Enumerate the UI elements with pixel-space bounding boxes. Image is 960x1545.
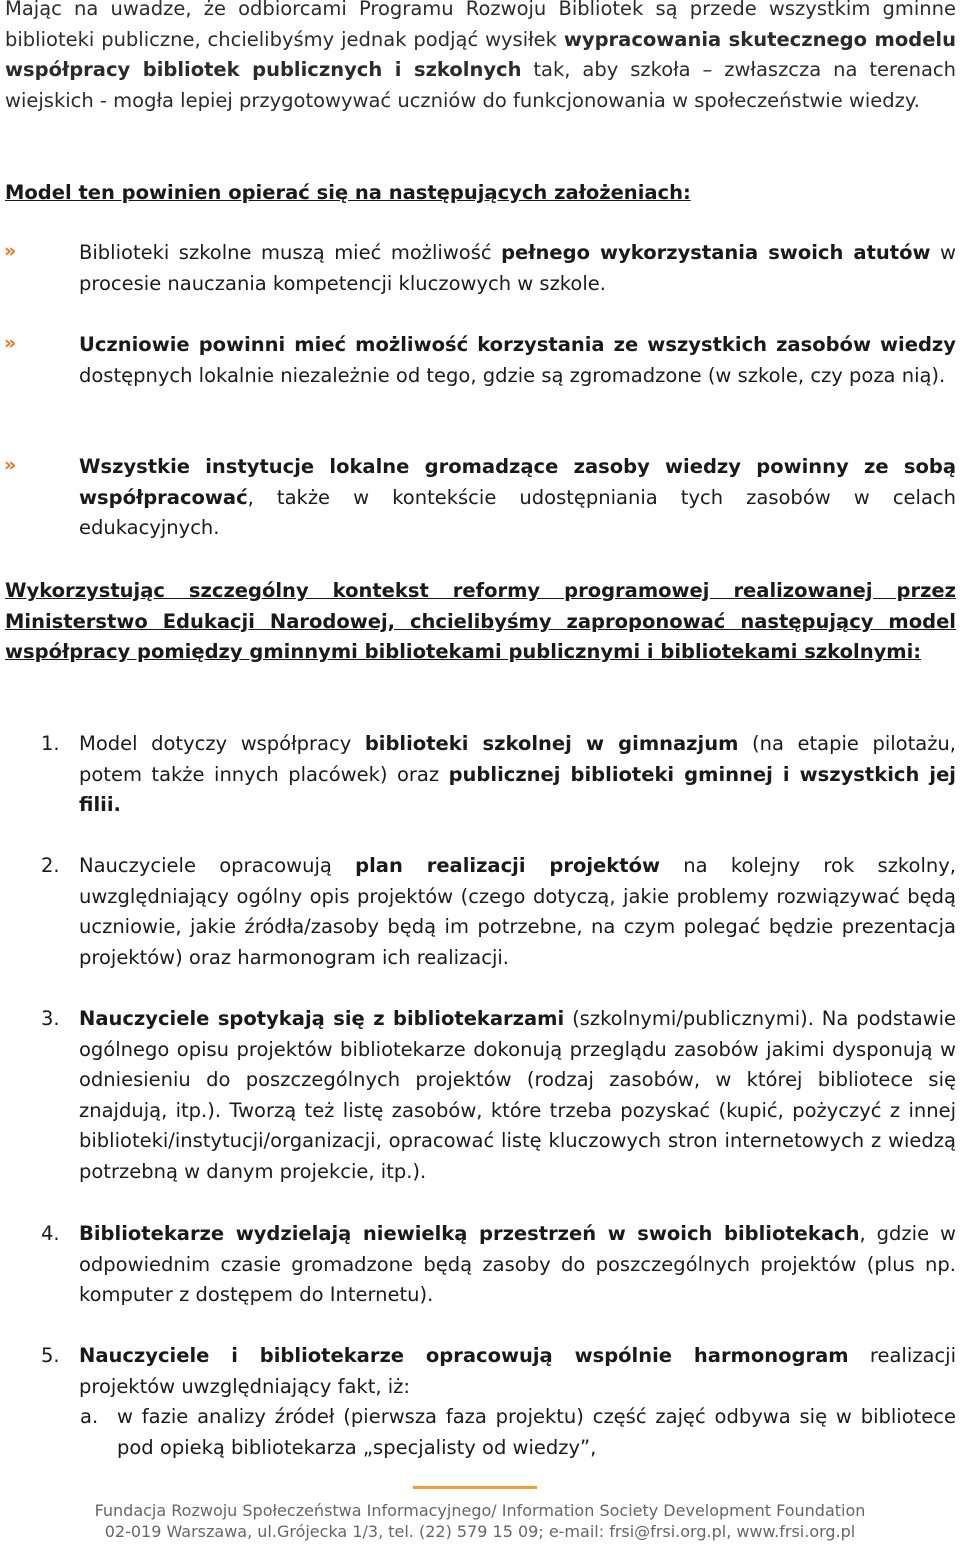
numbered-item bbox=[5, 851, 956, 973]
item-text-bold: publicznej biblioteki gminnej i wszystkich jej filii. bbox=[79, 762, 956, 817]
footer-rule bbox=[413, 1486, 537, 1489]
bullet-text bbox=[79, 238, 956, 299]
item-text bbox=[79, 1004, 956, 1188]
numbered-item bbox=[5, 1004, 956, 1188]
item-text-plain: , gdzie w odpowiednim czasie gromadzone będą zasoby do poszczególnych projektów (plus np. komputer z dostępem do Internetu). bbox=[79, 1222, 956, 1307]
item-text bbox=[79, 1219, 956, 1311]
sub-item-letter: a. bbox=[80, 1405, 99, 1429]
item-text-bold: Bibliotekarze wydzielają niewielką przestrzeń w swoich bibliotekach bbox=[79, 1222, 860, 1245]
intro-bold: wypracowania skutecznego modelu współpracy bibliotek publicznych i szkolnych bbox=[5, 27, 956, 82]
assumptions-heading: Model ten powinien opierać się na następujących założeniach: bbox=[5, 181, 691, 204]
item-number: 4. bbox=[41, 1222, 60, 1245]
item-text-plain: realizacji projektów uwzględniający fakt, iż: bbox=[79, 1344, 957, 1398]
bullet-item bbox=[5, 330, 956, 391]
item-number: 5. bbox=[41, 1344, 60, 1367]
item-text-bold: Nauczyciele i bibliotekarze opracowują wspólnie harmonogram bbox=[79, 1344, 849, 1367]
numbered-item bbox=[5, 1341, 956, 1463]
item-text-plain: (szkolnymi/publicznymi). Na podstawie ogólnego opisu projektów bibliotekarze dokonują przeglądu zasobów jakimi dysponują w odniesieniu do poszczególnych projektów (rodzaj zasobów, w której bibliotece się znajdują, itp.). Tworzą też listę zasobów, które trzeba pozyskać (kupić, pożyczyć z innej biblioteki/instytucji/organizacji, opracować listę kluczowych stron internetowych z wiedzą potrzebną w danym projekcie, itp.). bbox=[79, 1007, 957, 1183]
item-text-plain: (na etapie pilotażu, potem także innych placówek) oraz bbox=[79, 732, 956, 786]
bullet-marker-icon: » bbox=[4, 240, 17, 262]
intro-text-2: tak, aby szkoła – zwłaszcza na terenach wiejskich - mogła lepiej przygotowywać uczniów do funkcjonowania w społeczeństwie wiedzy. bbox=[5, 58, 956, 112]
bullet-text bbox=[79, 330, 956, 391]
item-text bbox=[79, 729, 956, 821]
intro-paragraph bbox=[5, 0, 956, 116]
item-number: 2. bbox=[41, 854, 60, 877]
item-number: 3. bbox=[41, 1007, 60, 1030]
bullet-item bbox=[5, 452, 956, 544]
bullet-text-bold: Uczniowie powinni mieć możliwość korzystania ze wszystkich zasobów wiedzy bbox=[79, 333, 956, 356]
footer-organization: Fundacja Rozwoju Społeczeństwa Informacyjnego/ Information Society Development Foundation bbox=[94, 1501, 866, 1520]
bullet-marker-icon: » bbox=[4, 454, 17, 476]
bullet-text-bold: pełnego wykorzystania swoich atutów bbox=[501, 241, 931, 264]
sub-item bbox=[80, 1402, 956, 1463]
bullet-item bbox=[5, 238, 956, 299]
bullet-text-plain: dostępnych lokalnie niezależnie od tego, gdzie są zgromadzone (w szkole, czy poza nią). bbox=[79, 363, 946, 387]
item-text-plain: na kolejny rok szkolny, uwzględniający ogólny opis projektów (czego dotyczą, jakie problemy rozwiązywać będą uczniowie, jakie źródła/zasoby będą im potrzebne, na czym polegać będzie prezentacja projektów) oraz harmonogram ich realizacji. bbox=[79, 854, 956, 969]
item-text-plain: Model dotyczy współpracy bbox=[79, 732, 365, 755]
numbered-item bbox=[5, 729, 956, 821]
bullet-text-bold: Wszystkie instytucje lokalne gromadzące zasoby wiedzy powinny ze sobą współpracować bbox=[79, 455, 956, 509]
bullet-text-plain: , także w kontekście udostępniania tych zasobów w celach edukacyjnych. bbox=[79, 485, 956, 540]
bullet-text bbox=[79, 452, 956, 544]
numbered-item bbox=[5, 1219, 956, 1311]
item-number: 1. bbox=[41, 732, 60, 755]
sub-item-text: w fazie analizy źródeł (pierwsza faza projektu) część zajęć odbywa się w bibliotece pod opieką bibliotekarza „specjalisty od wiedzy”, bbox=[117, 1405, 956, 1459]
footer-contact: 02-019 Warszawa, ul.Grójecka 1/3, tel. (22) 579 15 09; e-mail: frsi@frsi.org.pl, www.frsi.org.pl bbox=[104, 1522, 856, 1541]
item-text-bold: Nauczyciele spotykają się z bibliotekarzami bbox=[79, 1007, 565, 1030]
item-text bbox=[79, 851, 956, 973]
bullet-marker-icon: » bbox=[4, 332, 17, 354]
item-text-bold: plan realizacji projektów bbox=[355, 854, 660, 877]
item-text-bold: biblioteki szkolnej w gimnazjum bbox=[364, 732, 739, 755]
item-text bbox=[79, 1341, 956, 1402]
item-text-plain: Nauczyciele opracowują bbox=[79, 854, 356, 877]
model-context-heading: Wykorzystując szczególny kontekst reformy programowej realizowanej przez Ministerstwo Edukacji Narodowej, chcielibyśmy zaproponować następujący model współpracy pomiędzy gminnymi bibliotekami publicznymi i bibliotekami szkolnymi: bbox=[5, 579, 956, 664]
intro-text-1: Mając na uwadze, że odbiorcami Programu Rozwoju Bibliotek są przede wszystkim gminne biblioteki publiczne, chcielibyśmy jednak podjąć wysiłek bbox=[5, 0, 956, 51]
bullet-text-plain: w procesie nauczania kompetencji kluczowych w szkole. bbox=[79, 241, 956, 295]
bullet-text-plain: Biblioteki szkolne muszą mieć możliwość bbox=[79, 241, 502, 264]
